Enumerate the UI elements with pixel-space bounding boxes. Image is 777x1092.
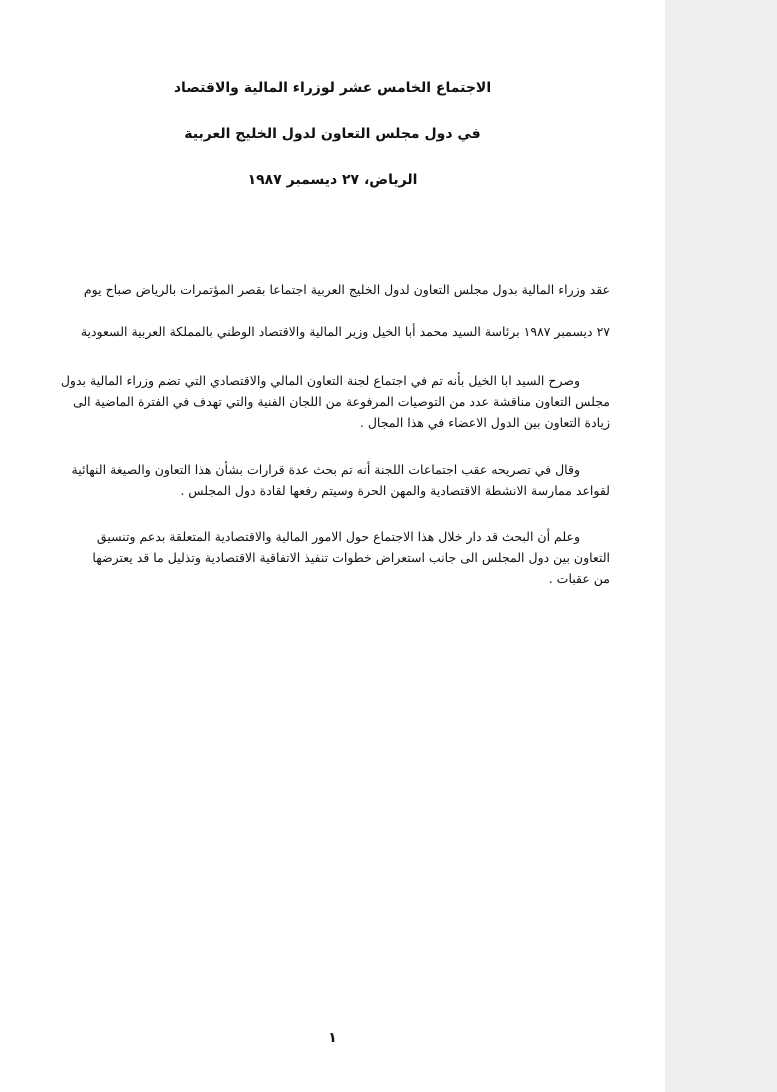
paragraph-3-line-1: وصرح السيد ابا الخيل بأنه تم في اجتماع لجنة التعاون المالي والاقتصادي التي تضم وزراء المالية بدول (60, 373, 580, 388)
paragraph-3-line-2: مجلس التعاون مناقشة عدد من التوصيات المرفوعة من اللجان الفنية والتي تهدف في الفترة الماضية الى (72, 394, 610, 409)
paragraph-1-line-1: عقد وزراء المالية بدول مجلس التعاون لدول الخليج العربية اجتماعا بقصر المؤتمرات بالرياض صباح يوم (83, 282, 610, 297)
title-line-1: الاجتماع الخامس عشر لوزراء المالية والاقتصاد (173, 80, 492, 96)
paragraph-3-line-3: زيادة التعاون بين الدول الاعضاء في هذا المجال . (359, 415, 610, 430)
page-number: ١ (328, 1030, 337, 1046)
paragraph-4-line-2: لقواعد ممارسة الانشطة الاقتصادية والمهن الحرة وسيتم رفعها لقادة دول المجلس . (180, 483, 610, 498)
side-panel (665, 0, 777, 1092)
paragraph-5-line-3: من عقبات . (548, 571, 610, 586)
paragraph-5-line-1: وعلم أن البحث قد دار خلال هذا الاجتماع حول الامور المالية والاقتصادية المتعلقة بدعم وتنسيق (96, 529, 580, 544)
title-line-3: الرياض، ٢٧ ديسمبر ١٩٨٧ (247, 172, 418, 188)
paragraph-4-line-1: وقال في تصريحه عقب اجتماعات اللجنة أنه تم بحث عدة قرارات بشأن هذا التعاون والصيغة النهائية (71, 462, 580, 477)
title-line-2: في دول مجلس التعاون لدول الخليج العربية (184, 126, 481, 142)
paragraph-5-line-2: التعاون بين دول المجلس الى جانب استعراض خطوات تنفيذ الاتفاقية الاقتصادية وتذليل ما قد يعترضها (92, 550, 610, 565)
paragraph-2-line-1: ٢٧ ديسمبر ١٩٨٧ برئاسة السيد محمد أبا الخيل وزير المالية والاقتصاد الوطني بالمملكة العربية السعودية (80, 324, 610, 339)
